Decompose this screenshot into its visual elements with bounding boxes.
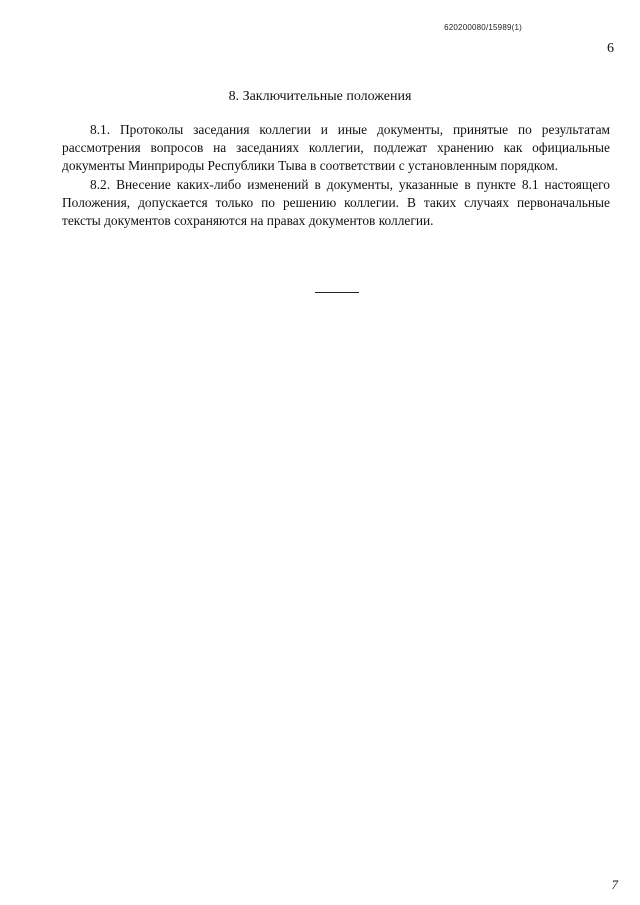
document-body [62, 121, 610, 230]
end-of-document-rule [315, 292, 359, 293]
page-number: 6 [607, 41, 614, 56]
document-id-stamp: 620200080/15989(1) [444, 23, 522, 32]
paragraph-8-1: 8.1. Протоколы заседания коллегии и иные документы, принятые по результатам рассмотрения вопросов на заседаниях коллегии, подлежат хранению как официальные документы Минприроды Республики Тыва в соответствии с установленным порядком. [62, 122, 610, 174]
section-title: 8. Заключительные положения [228, 89, 412, 104]
handwritten-page-mark: 7 [611, 877, 618, 892]
paragraph-8-2: 8.2. Внесение каких-либо изменений в документы, указанные в пункте 8.1 настоящего Положения, допускается только по решению коллегии. В таких случаях первоначальные тексты документов сохраняются на правах документов коллегии. [62, 176, 610, 229]
